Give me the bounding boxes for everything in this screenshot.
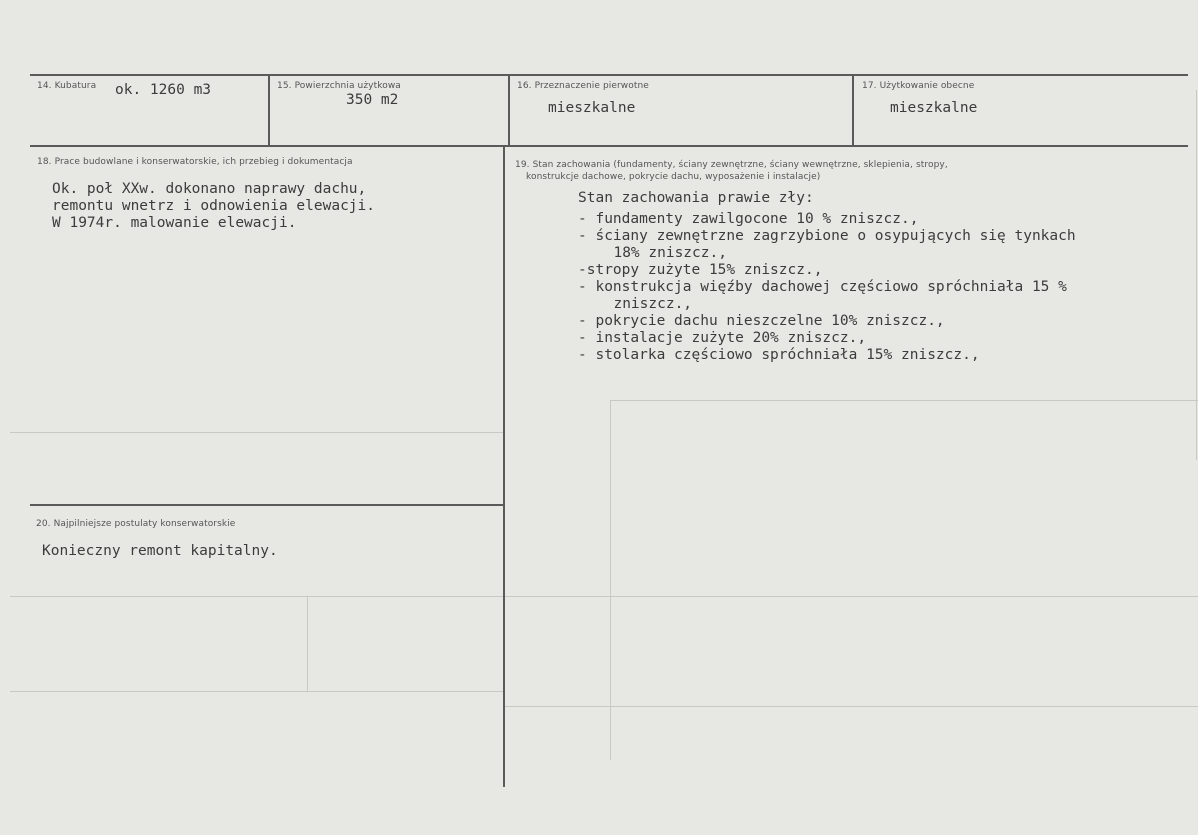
field-15-value: 350 m2 [346,92,399,108]
bleed-line [1196,90,1197,460]
field-20-value: Konieczny remont kapitalny. [42,543,278,559]
field-15-label: 15. Powierzchnia użytkowa [277,81,401,91]
field-14-value: ok. 1260 m3 [115,82,212,98]
bleed-line [610,400,1198,401]
field-20-label: 20. Najpilniejsze postulaty konserwatorskie [36,519,236,529]
text-line: - konstrukcja więźby dachowej częściowo spróchniała 15 % [578,279,1067,295]
section-rule [30,504,503,506]
field-19-text [578,190,1076,364]
col-divider [508,74,510,145]
field-18-text [52,181,375,232]
field-18-label: 18. Prace budowlane i konserwatorskie, ich przebieg i dokumentacja [37,157,353,167]
text-line: W 1974r. malowanie elewacji. [52,215,297,231]
field-19-label: 19. Stan zachowania (fundamenty, ściany zewnętrzne, ściany wewnętrzne, sklepienia, stropy, [515,160,948,170]
field-17-value: mieszkalne [890,100,978,116]
field-19-label-cont: konstrukcje dachowe, pokrycie dachu, wyposażenie i instalacje) [526,172,821,182]
bleed-line [10,432,505,433]
text-line: - pokrycie dachu nieszczelne 10% zniszcz., [578,313,945,329]
field-17-label: 17. Użytkowanie obecne [862,81,975,91]
text-line: -stropy zużyte 15% zniszcz., [578,262,823,278]
field-14-label: 14. Kubatura [37,81,97,91]
text-line: Ok. poł XXw. dokonano naprawy dachu, [52,181,367,197]
text-line: - instalacje zużyte 20% zniszcz., [578,330,867,346]
center-divider [503,145,505,787]
text-line: - fundamenty zawilgocone 10 % zniszcz., [578,211,919,227]
col-divider [268,74,270,145]
bleed-line [307,596,308,691]
text-line: - ściany zewnętrzne zagrzybione o osypujących się tynkach [578,228,1076,244]
field-16-value: mieszkalne [548,100,636,116]
bleed-line [10,596,1198,597]
col-divider [852,74,854,145]
text-line: zniszcz., [596,296,693,312]
text-line: Stan zachowania prawie zły: [578,190,814,206]
field-16-label: 16. Przeznaczenie pierwotne [517,81,649,91]
row-rule [30,145,1188,147]
text-line: 18% zniszcz., [596,245,727,261]
text-line: - stolarka częściowo spróchniała 15% zniszcz., [578,347,980,363]
bleed-line [505,706,1198,707]
bleed-line [10,691,505,692]
text-line: remontu wnetrz i odnowienia elewacji. [52,198,376,214]
top-rule [30,74,1188,76]
